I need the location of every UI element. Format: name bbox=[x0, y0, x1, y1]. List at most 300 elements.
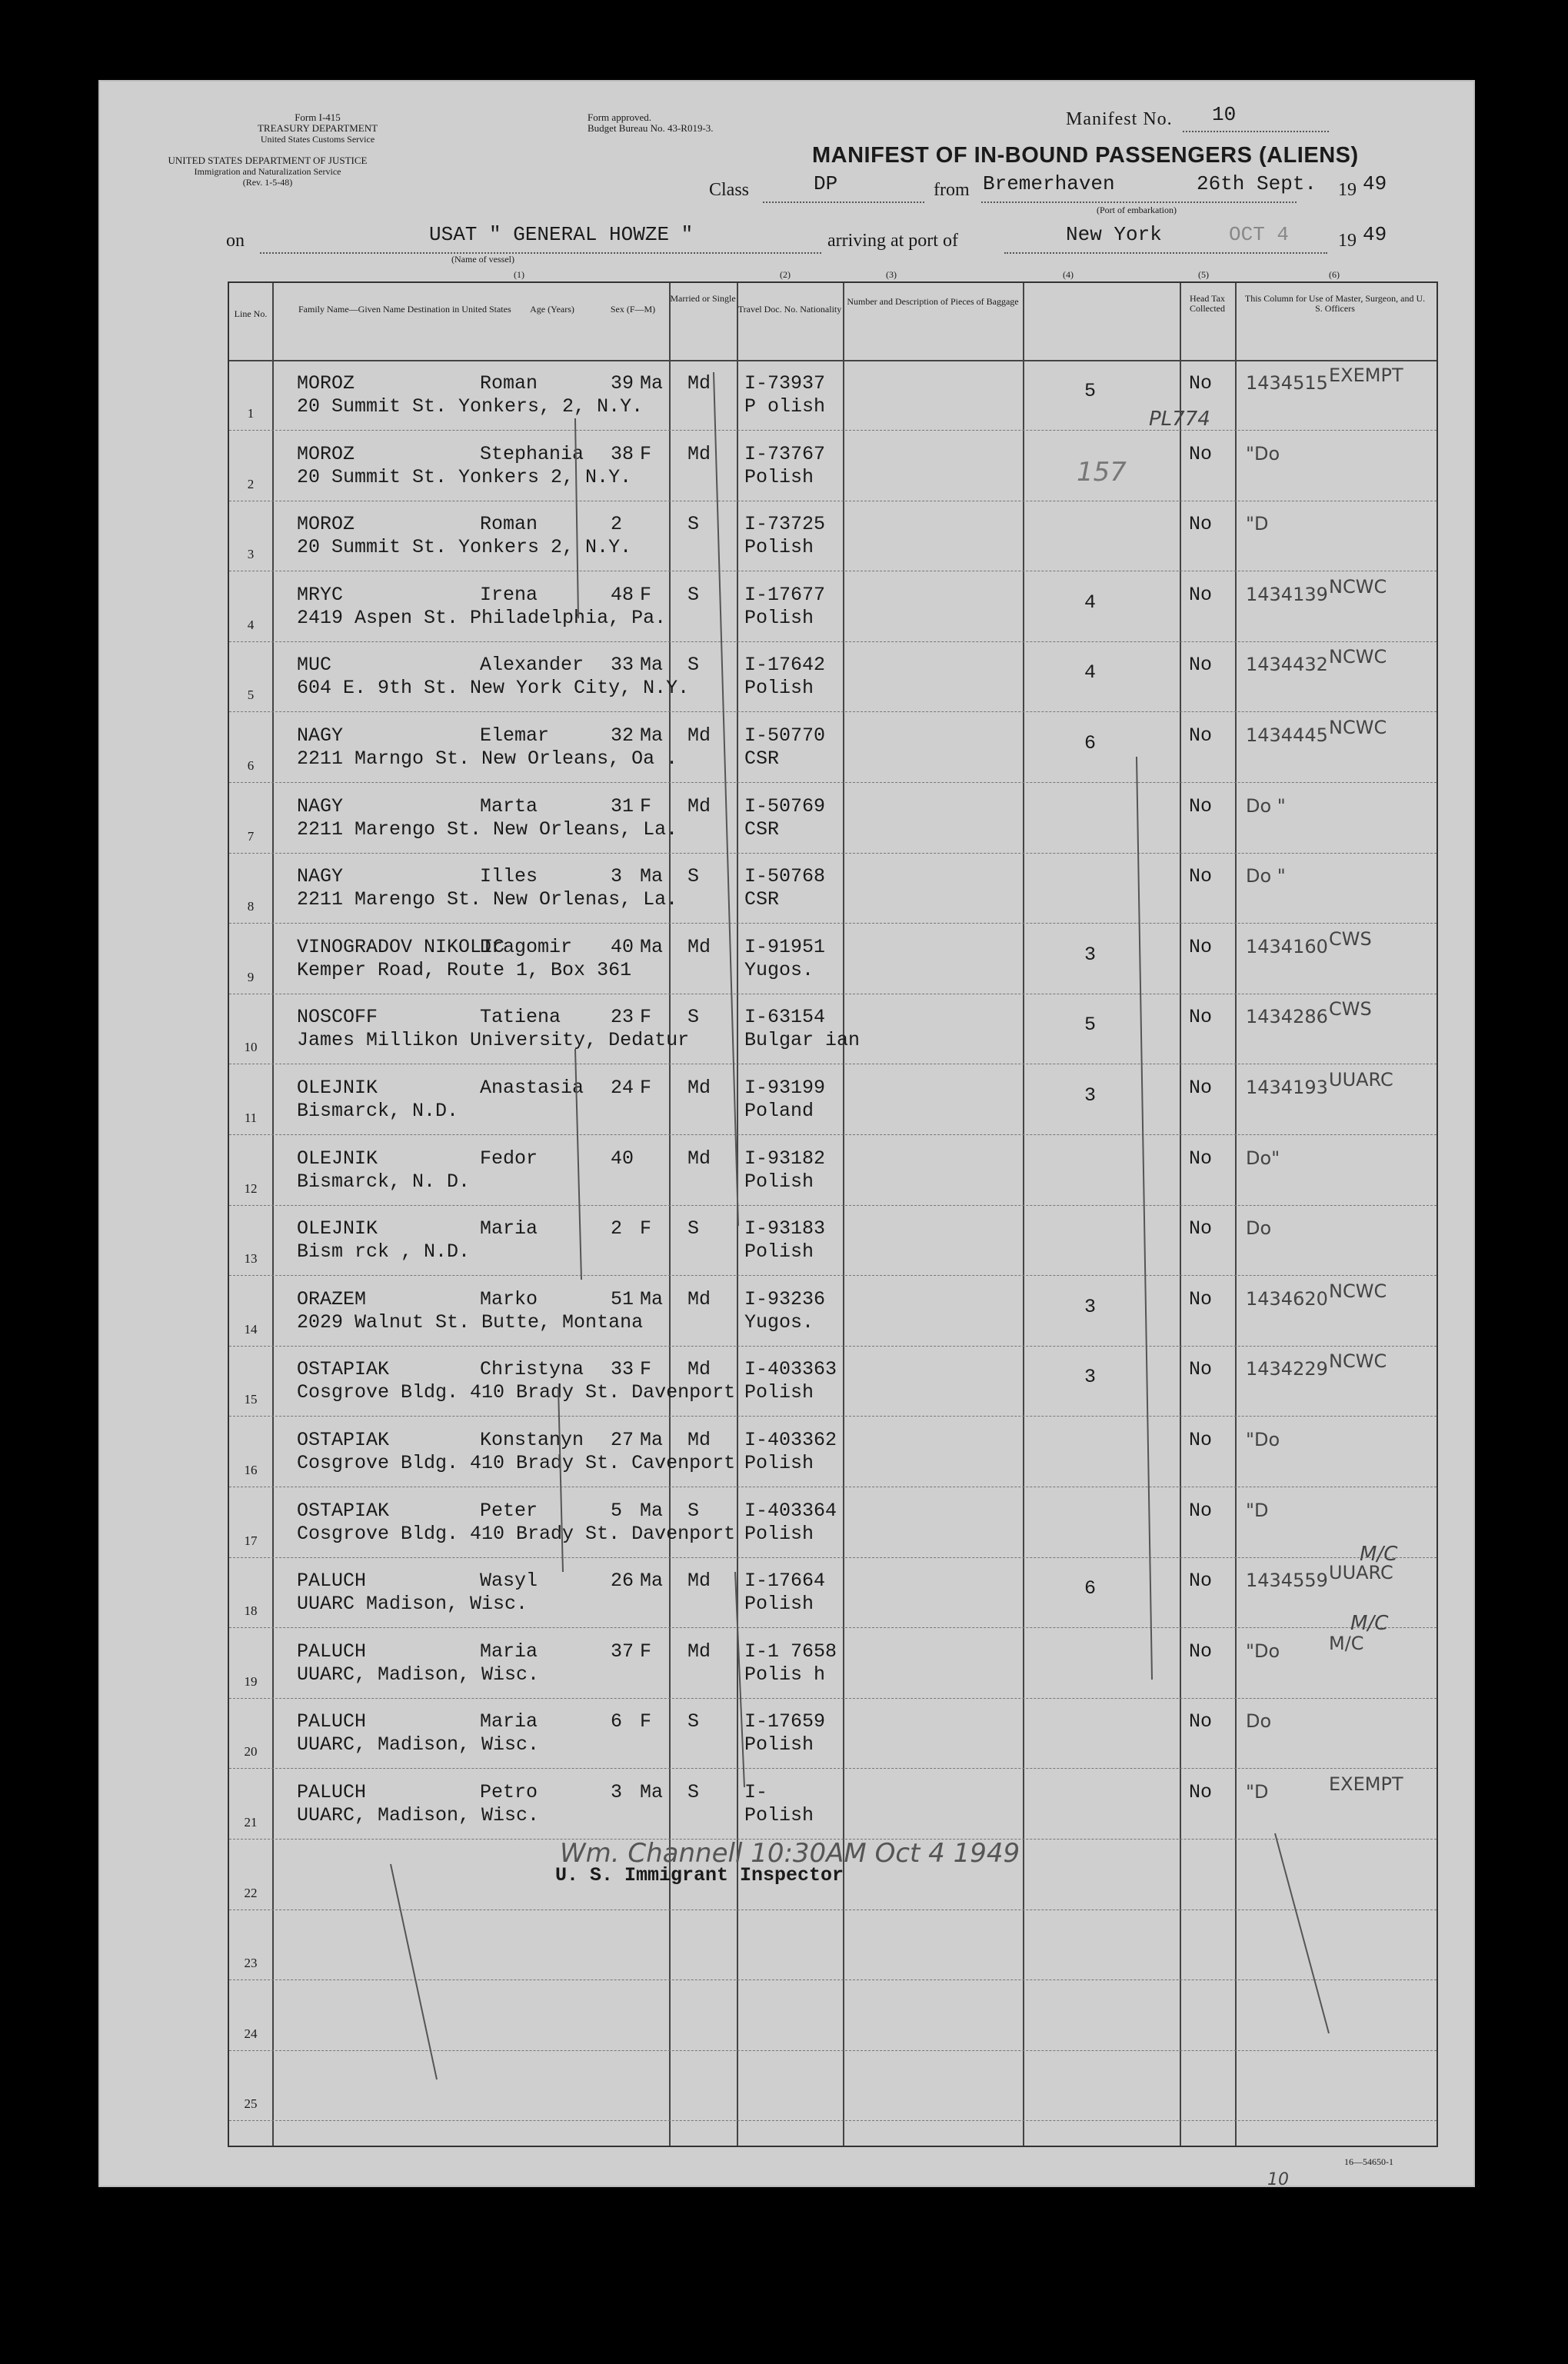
cell-note: UUARC bbox=[1329, 1562, 1393, 1584]
cell-family: NAGY bbox=[297, 794, 344, 817]
cell-sex: Ma bbox=[640, 1570, 664, 1593]
punch-hole bbox=[45, 1270, 85, 1310]
cell-age: 26 bbox=[611, 1570, 634, 1593]
cell-age: 31 bbox=[611, 794, 634, 817]
cell-dest: James Millikon University, Dedatur bbox=[297, 1029, 690, 1052]
cell-tax: No bbox=[1189, 865, 1213, 888]
cell-sex: Ma bbox=[640, 935, 664, 958]
colnum-4: (4) bbox=[1063, 269, 1074, 280]
cell-doc: I-50768 bbox=[744, 865, 826, 888]
on-label: on bbox=[226, 231, 245, 251]
cell-bag: 4 bbox=[1084, 591, 1097, 614]
line-number: 16 bbox=[244, 1463, 258, 1477]
arrival-port: New York bbox=[1066, 223, 1162, 246]
cell-dest: Cosgrove Bldg. 410 Brady St. Cavenport bbox=[297, 1452, 736, 1474]
cell-ms: Md bbox=[687, 935, 711, 958]
cell-age: 33 bbox=[611, 654, 634, 677]
cell-nat: Polish bbox=[744, 1733, 814, 1756]
cell-off: "Do bbox=[1246, 442, 1280, 464]
cell-note: EXEMPT bbox=[1329, 1773, 1403, 1795]
line-number: 3 bbox=[247, 547, 255, 562]
cell-off: "D bbox=[1246, 1499, 1269, 1521]
cell-age: 32 bbox=[611, 724, 634, 747]
cell-ms: Md bbox=[687, 794, 711, 817]
cell-doc: I-1 7658 bbox=[744, 1640, 837, 1663]
cell-age: 33 bbox=[611, 1358, 634, 1381]
cell-off: 1434445 bbox=[1246, 724, 1328, 746]
cell-nat: Polish bbox=[744, 1240, 814, 1264]
margin-note-mc: M/C bbox=[1350, 1612, 1389, 1635]
cell-doc: I-91951 bbox=[744, 935, 826, 958]
cell-family: PALUCH bbox=[297, 1640, 367, 1663]
cell-dest: 604 E. 9th St. New York City, N.Y. bbox=[297, 677, 690, 700]
cell-ms: S bbox=[687, 1781, 700, 1803]
cell-off: 1434620 bbox=[1246, 1287, 1328, 1310]
cell-dest: 2419 Aspen St. Philadelphia, Pa. bbox=[297, 606, 667, 629]
col-header-tax: Head Tax Collected bbox=[1190, 293, 1225, 314]
cell-given: Illes bbox=[480, 865, 538, 888]
cell-tax: No bbox=[1189, 1640, 1213, 1663]
cell-note: NCWC bbox=[1329, 646, 1387, 668]
class-value: DP bbox=[814, 172, 838, 195]
cell-given: Konstanyn bbox=[480, 1429, 584, 1451]
cell-ms: Md bbox=[687, 1077, 711, 1099]
cell-sex: F bbox=[640, 1640, 652, 1663]
cell-nat: Polish bbox=[744, 1522, 814, 1545]
cell-tax: No bbox=[1189, 1217, 1213, 1240]
cell-sex: F bbox=[640, 583, 652, 606]
arrival-year-prefix: 19 bbox=[1338, 231, 1357, 251]
cell-note: NCWC bbox=[1329, 1350, 1387, 1373]
cell-sex: F bbox=[640, 442, 652, 465]
cell-given: Peter bbox=[480, 1499, 538, 1522]
cell-given: Fedor bbox=[480, 1147, 538, 1170]
cell-family: OSTAPIAK bbox=[297, 1499, 390, 1522]
cell-sex: Ma bbox=[640, 1287, 664, 1310]
cell-family: MOROZ bbox=[297, 513, 355, 536]
cell-tax: No bbox=[1189, 724, 1213, 747]
cell-sex: Ma bbox=[640, 1499, 664, 1522]
cell-doc: I-17664 bbox=[744, 1570, 826, 1593]
cell-dest: 2211 Marengo St. New Orlenas, La. bbox=[297, 888, 678, 911]
cell-doc: I-93182 bbox=[744, 1147, 826, 1170]
cell-age: 27 bbox=[611, 1429, 634, 1451]
cell-given: Roman bbox=[480, 513, 538, 536]
cell-tax: No bbox=[1189, 1077, 1213, 1099]
line-number: 19 bbox=[244, 1673, 258, 1689]
cell-note: CWS bbox=[1329, 998, 1372, 1021]
vessel-value: USAT " GENERAL HOWZE " bbox=[429, 223, 694, 246]
cell-given: Wasyl bbox=[480, 1570, 538, 1593]
cell-nat: CSR bbox=[744, 747, 780, 770]
cell-tax: No bbox=[1189, 372, 1213, 395]
colnum-3: (3) bbox=[886, 269, 897, 280]
cell-off: 1434193 bbox=[1246, 1077, 1328, 1098]
cell-off: Do " bbox=[1246, 794, 1286, 817]
line-number: 13 bbox=[244, 1251, 258, 1267]
cell-dest: 2211 Marengo St. New Orleans, La. bbox=[297, 817, 678, 841]
cell-family: MRYC bbox=[297, 583, 344, 606]
cell-doc: I-73725 bbox=[744, 513, 826, 536]
cell-age: 39 bbox=[611, 372, 634, 395]
cell-age: 2 bbox=[611, 513, 623, 536]
cell-tax: No bbox=[1189, 1147, 1213, 1170]
cell-ms: S bbox=[687, 865, 700, 888]
cell-ms: S bbox=[687, 1710, 700, 1733]
cell-age: 37 bbox=[611, 1640, 634, 1663]
cell-off: 1434160 bbox=[1246, 935, 1328, 957]
cell-age: 38 bbox=[611, 442, 634, 465]
cell-off: 1434139 bbox=[1246, 583, 1328, 605]
col-header-travel: Travel Doc. No. Nationality bbox=[737, 304, 842, 315]
cell-off: 1434515 bbox=[1246, 372, 1328, 394]
cell-age: 40 bbox=[611, 1147, 634, 1170]
punch-hole bbox=[45, 1555, 85, 1595]
cell-ms: Md bbox=[687, 372, 711, 395]
cell-ms: Md bbox=[687, 1358, 711, 1381]
cell-given: Alexander bbox=[480, 654, 584, 677]
cell-dest: 20 Summit St. Yonkers 2, N.Y. bbox=[297, 465, 632, 488]
cell-tax: No bbox=[1189, 1570, 1213, 1593]
line-number: 15 bbox=[244, 1392, 258, 1407]
cell-bag: 6 bbox=[1084, 732, 1097, 754]
manifest-no-value: 10 bbox=[1212, 103, 1237, 126]
cell-family: PALUCH bbox=[297, 1781, 367, 1803]
cell-dest: Bismarck, N. D. bbox=[297, 1170, 471, 1193]
cell-nat: Yugos. bbox=[744, 1310, 814, 1333]
line-number: 11 bbox=[244, 1110, 258, 1125]
cell-nat: Poland bbox=[744, 1100, 814, 1122]
cell-tax: No bbox=[1189, 1710, 1213, 1733]
cell-age: 5 bbox=[611, 1499, 623, 1522]
cell-doc: I-17642 bbox=[744, 654, 826, 677]
cell-family: MUC bbox=[297, 654, 332, 677]
line-number: 5 bbox=[247, 688, 255, 703]
cell-doc: I-93236 bbox=[744, 1287, 826, 1310]
cell-nat: Polish bbox=[744, 465, 814, 488]
manifest-page bbox=[98, 80, 1475, 2187]
cell-tax: No bbox=[1189, 1429, 1213, 1451]
cell-note: CWS bbox=[1329, 927, 1372, 950]
cell-doc: I-17677 bbox=[744, 583, 826, 606]
cell-family: NAGY bbox=[297, 865, 344, 888]
line-number: 6 bbox=[247, 758, 255, 773]
cell-family: PALUCH bbox=[297, 1710, 367, 1733]
cell-doc: I-403364 bbox=[744, 1499, 837, 1522]
cell-dest: UUARC, Madison, Wisc. bbox=[297, 1733, 540, 1756]
cell-ms: Md bbox=[687, 1147, 711, 1170]
cell-nat: Polish bbox=[744, 1381, 814, 1404]
cell-sex: Ma bbox=[640, 1429, 664, 1451]
from-value: Bremerhaven bbox=[983, 172, 1115, 195]
cell-nat: Bulgar ian bbox=[744, 1029, 861, 1052]
cell-nat: Polish bbox=[744, 1804, 814, 1826]
cell-dest: 2029 Walnut St. Butte, Montana bbox=[297, 1310, 644, 1333]
cell-off: 1434432 bbox=[1246, 654, 1328, 676]
cell-off: Do bbox=[1246, 1710, 1272, 1733]
manifest-title: MANIFEST OF IN-BOUND PASSENGERS (ALIENS) bbox=[812, 143, 1359, 168]
cell-ms: Md bbox=[687, 442, 711, 465]
arrival-year: 49 bbox=[1363, 223, 1387, 246]
cell-tax: No bbox=[1189, 442, 1213, 465]
cell-sex: F bbox=[640, 1077, 652, 1099]
cell-note: NCWC bbox=[1329, 1280, 1387, 1302]
cell-family: OSTAPIAK bbox=[297, 1358, 390, 1381]
cell-sex: Ma bbox=[640, 724, 664, 747]
cell-ms: Md bbox=[687, 1640, 711, 1663]
cell-nat: CSR bbox=[744, 817, 780, 841]
punch-hole bbox=[45, 1949, 85, 1989]
col-header-baggage: Number and Description of Pieces of Baggage bbox=[847, 296, 1019, 307]
cell-doc: I-17659 bbox=[744, 1710, 826, 1733]
cell-tax: No bbox=[1189, 935, 1213, 958]
cell-doc: I-73937 bbox=[744, 372, 826, 395]
cell-off: Do " bbox=[1246, 865, 1286, 887]
cell-doc: I-93183 bbox=[744, 1217, 826, 1240]
cell-nat: Polish bbox=[744, 536, 814, 559]
manifest-no-label: Manifest No. bbox=[1066, 109, 1173, 129]
from-label: from bbox=[934, 180, 970, 200]
cell-sex: Ma bbox=[640, 654, 664, 677]
ins-text: Immigration and Naturalization Service bbox=[194, 166, 341, 177]
cell-ms: S bbox=[687, 513, 700, 536]
cell-nat: CSR bbox=[744, 888, 780, 911]
cell-sex: Ma bbox=[640, 372, 664, 395]
treasury-text: TREASURY DEPARTMENT bbox=[257, 122, 378, 134]
handwritten-marks bbox=[98, 80, 1475, 2187]
baggage-note: 157 bbox=[1077, 457, 1127, 488]
line-number: 2 bbox=[247, 476, 255, 491]
line-number: 1 bbox=[247, 406, 255, 421]
cell-nat: Polish bbox=[744, 677, 814, 700]
cell-sex: Ma bbox=[640, 1781, 664, 1803]
cell-given: Anastasia bbox=[480, 1077, 584, 1099]
cell-given: Tatiena bbox=[480, 1006, 561, 1029]
cell-age: 3 bbox=[611, 1781, 623, 1803]
cell-family: NOSCOFF bbox=[297, 1006, 378, 1029]
inspector-title: U. S. Immigrant Inspector bbox=[555, 1864, 844, 1886]
class-label: Class bbox=[709, 180, 750, 200]
cell-bag: 4 bbox=[1084, 661, 1097, 684]
cell-family: MOROZ bbox=[297, 372, 355, 395]
cell-note: EXEMPT bbox=[1329, 365, 1403, 386]
col-header-officers: This Column for Use of Master, Surgeon, and U. S. Officers bbox=[1244, 293, 1426, 314]
cell-given: Elemar bbox=[480, 724, 550, 747]
arriving-label: arriving at port of bbox=[827, 231, 958, 251]
cell-nat: Polish bbox=[744, 1170, 814, 1193]
cell-bag: 3 bbox=[1084, 943, 1097, 966]
cell-ms: S bbox=[687, 1499, 700, 1522]
cell-note: UUARC bbox=[1329, 1069, 1393, 1090]
cell-bag: 3 bbox=[1084, 1084, 1097, 1107]
cell-given: Stephania bbox=[480, 442, 584, 465]
cell-ms: Md bbox=[687, 724, 711, 747]
justice-text: UNITED STATES DEPARTMENT OF JUSTICE bbox=[168, 155, 368, 166]
cell-off: "D bbox=[1246, 513, 1269, 535]
cell-family: VINOGRADOV NIKOLIC bbox=[297, 935, 505, 958]
cell-tax: No bbox=[1189, 794, 1213, 817]
cell-ms: S bbox=[687, 654, 700, 677]
cell-age: 51 bbox=[611, 1287, 634, 1310]
cell-dest: Cosgrove Bldg. 410 Brady St. Davenport bbox=[297, 1381, 736, 1404]
approved-text: Form approved. bbox=[588, 112, 652, 123]
cell-doc: I-403362 bbox=[744, 1429, 837, 1451]
cell-dest: Kemper Road, Route 1, Box 361 bbox=[297, 958, 632, 981]
line-number: 12 bbox=[244, 1180, 258, 1196]
line-number: 17 bbox=[244, 1533, 258, 1548]
cell-nat: Polish bbox=[744, 606, 814, 629]
cell-age: 3 bbox=[611, 865, 623, 888]
col-header-age: Age (Years) bbox=[530, 304, 574, 315]
punch-hole bbox=[45, 1643, 85, 1683]
inspector-signature: Wm. Channell 10:30AM Oct 4 1949 bbox=[560, 1838, 1020, 1869]
cell-tax: No bbox=[1189, 1006, 1213, 1029]
line-number: 7 bbox=[247, 828, 255, 844]
cell-off: "Do bbox=[1246, 1429, 1280, 1450]
cell-sex: F bbox=[640, 1006, 652, 1029]
cell-tax: No bbox=[1189, 513, 1213, 536]
cell-given: Petro bbox=[480, 1781, 538, 1803]
revision-text: (Rev. 1-5-48) bbox=[242, 177, 293, 188]
cell-tax: No bbox=[1189, 583, 1213, 606]
form-number: Form I-415 bbox=[295, 112, 341, 123]
margin-note-mc: M/C bbox=[1360, 1543, 1398, 1566]
cell-tax: No bbox=[1189, 1358, 1213, 1381]
line-number: 21 bbox=[244, 1815, 258, 1830]
cell-sex: F bbox=[640, 794, 652, 817]
cell-bag: 3 bbox=[1084, 1366, 1097, 1389]
cell-off: "Do bbox=[1246, 1640, 1280, 1662]
budget-text: Budget Bureau No. 43-R019-3. bbox=[588, 122, 714, 134]
cell-dest: 20 Summit St. Yonkers, 2, N.Y. bbox=[297, 395, 644, 418]
line-number: 8 bbox=[247, 899, 255, 914]
arrival-date-stamp: OCT 4 bbox=[1229, 223, 1290, 246]
cell-bag: 3 bbox=[1084, 1295, 1097, 1318]
punch-hole bbox=[45, 814, 85, 854]
cell-off: 1434286 bbox=[1246, 1006, 1328, 1028]
cell-family: ORAZEM bbox=[297, 1287, 367, 1310]
cell-off: Do" bbox=[1246, 1147, 1280, 1169]
year-prefix: 19 bbox=[1338, 180, 1357, 200]
cell-dest: UUARC, Madison, Wisc. bbox=[297, 1804, 540, 1826]
cell-doc: I-93199 bbox=[744, 1077, 826, 1099]
cell-bag: 5 bbox=[1084, 380, 1097, 402]
cell-note: M/C bbox=[1329, 1632, 1364, 1654]
line-number: 24 bbox=[244, 2026, 258, 2041]
col-header-sex: Sex (F—M) bbox=[610, 304, 656, 315]
cell-nat: Polis h bbox=[744, 1663, 826, 1686]
cell-given: Maria bbox=[480, 1710, 538, 1733]
line-number: 18 bbox=[244, 1603, 258, 1619]
punch-hole bbox=[45, 511, 85, 551]
cell-age: 48 bbox=[611, 583, 634, 606]
cell-given: Maria bbox=[480, 1217, 538, 1240]
cell-ms: S bbox=[687, 583, 700, 606]
cell-age: 24 bbox=[611, 1077, 634, 1099]
customs-text: United States Customs Service bbox=[260, 134, 375, 145]
pl-note: PL774 bbox=[1149, 408, 1210, 431]
cell-off: 1434229 bbox=[1246, 1358, 1328, 1380]
line-number: 9 bbox=[247, 969, 255, 984]
cell-off: "D bbox=[1246, 1781, 1269, 1803]
punch-hole bbox=[45, 265, 85, 305]
cell-bag: 5 bbox=[1084, 1014, 1097, 1037]
cell-doc: I- bbox=[744, 1781, 768, 1803]
cell-doc: I-50769 bbox=[744, 794, 826, 817]
cell-bag: 6 bbox=[1084, 1577, 1097, 1600]
cell-family: MOROZ bbox=[297, 442, 355, 465]
cell-nat: Polish bbox=[744, 1452, 814, 1474]
cell-given: Maria bbox=[480, 1640, 538, 1663]
cell-dest: Cosgrove Bldg. 410 Brady St. Davenport bbox=[297, 1522, 736, 1545]
cell-doc: I-63154 bbox=[744, 1006, 826, 1029]
cell-note: NCWC bbox=[1329, 717, 1387, 738]
colnum-1: (1) bbox=[514, 269, 524, 280]
cell-dest: UUARC, Madison, Wisc. bbox=[297, 1663, 540, 1686]
cell-ms: Md bbox=[687, 1570, 711, 1593]
cell-off: Do bbox=[1246, 1217, 1272, 1240]
cell-family: NAGY bbox=[297, 724, 344, 747]
cell-nat: Yugos. bbox=[744, 958, 814, 981]
cell-doc: I-73767 bbox=[744, 442, 826, 465]
year-value: 49 bbox=[1363, 172, 1387, 195]
col-header-name: Family Name—Given Name Destination in United States bbox=[298, 304, 511, 315]
cell-ms: Md bbox=[687, 1429, 711, 1451]
cell-off: 1434559 bbox=[1246, 1570, 1328, 1592]
cell-dest: UUARC Madison, Wisc. bbox=[297, 1593, 528, 1616]
line-number: 20 bbox=[244, 1744, 258, 1760]
cell-note: NCWC bbox=[1329, 575, 1387, 598]
vessel-caption: (Name of vessel) bbox=[451, 254, 514, 265]
sailing-date: 26th Sept. bbox=[1197, 172, 1317, 195]
cell-family: OLEJNIK bbox=[297, 1147, 378, 1170]
col-header-line: Line No. bbox=[234, 308, 268, 319]
cell-nat: P olish bbox=[744, 395, 826, 418]
cell-given: Roman bbox=[480, 372, 538, 395]
form-code: 16—54650-1 bbox=[1344, 2156, 1393, 2167]
cell-family: OLEJNIK bbox=[297, 1217, 378, 1240]
cell-tax: No bbox=[1189, 654, 1213, 677]
line-number: 25 bbox=[244, 2096, 258, 2112]
cell-given: Marta bbox=[480, 794, 538, 817]
cell-dest: Bism rck , N.D. bbox=[297, 1240, 471, 1264]
cell-ms: S bbox=[687, 1217, 700, 1240]
cell-dest: 2211 Marngo St. New Orleans, Oa . bbox=[297, 747, 678, 770]
cell-age: 2 bbox=[611, 1217, 623, 1240]
cell-given: Christyna bbox=[480, 1358, 584, 1381]
cell-tax: No bbox=[1189, 1287, 1213, 1310]
cell-doc: I-403363 bbox=[744, 1358, 837, 1381]
line-number: 22 bbox=[244, 1885, 258, 1900]
cell-dest: Bismarck, N.D. bbox=[297, 1100, 459, 1122]
cell-given: Dragomir bbox=[480, 935, 573, 958]
cell-ms: Md bbox=[687, 1287, 711, 1310]
cell-age: 6 bbox=[611, 1710, 623, 1733]
cell-age: 40 bbox=[611, 935, 634, 958]
line-number: 4 bbox=[247, 617, 255, 632]
cell-given: Marko bbox=[480, 1287, 538, 1310]
cell-doc: I-50770 bbox=[744, 724, 826, 747]
cell-sex: F bbox=[640, 1358, 652, 1381]
page-number: 10 bbox=[1267, 2170, 1289, 2189]
line-number: 14 bbox=[244, 1321, 258, 1337]
line-number: 23 bbox=[244, 1956, 258, 1971]
colnum-5: (5) bbox=[1198, 269, 1209, 280]
cell-sex: F bbox=[640, 1710, 652, 1733]
cell-sex: F bbox=[640, 1217, 652, 1240]
cell-given: Irena bbox=[480, 583, 538, 606]
colnum-2: (2) bbox=[780, 269, 791, 280]
